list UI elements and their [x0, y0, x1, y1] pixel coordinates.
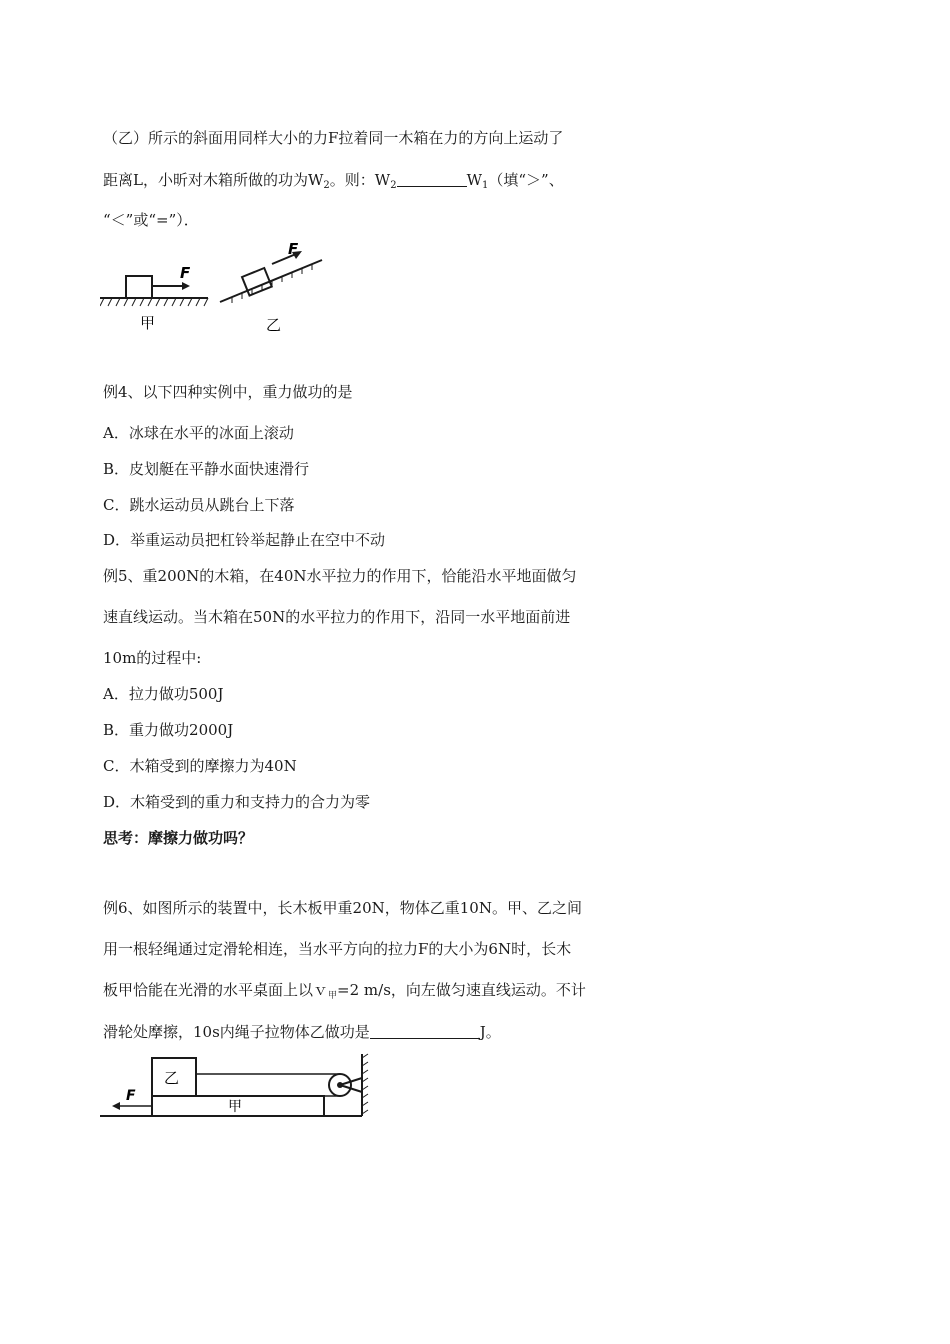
- ex6-line1: 例6、如图所示的装置中，长木板甲重20N，物体乙重10N。甲、乙之间: [103, 899, 582, 917]
- ex3-line3: “＜”或“=”）．: [103, 211, 199, 229]
- ex6-sub: 甲: [328, 991, 338, 1001]
- label-board-jia: 甲: [228, 1099, 242, 1115]
- ex3-sub: 2: [323, 180, 330, 191]
- force-label-jia: F: [180, 264, 191, 282]
- ex3-sub: 2: [390, 180, 397, 191]
- think-prompt: 思考：摩擦力做功吗？: [103, 829, 254, 847]
- ex3-line1: （乙）所示的斜面用同样大小的力F拉着同一木箱在力的方向上运动了: [103, 129, 564, 147]
- ex6-line3-a: 板甲恰能在光滑的水平桌面上以ｖ: [103, 981, 329, 999]
- ex3-line2: [103, 170, 564, 196]
- ex6-line4-b: J。: [479, 1023, 501, 1041]
- force-label-yi: F: [288, 240, 299, 258]
- figure-pulley-system: [100, 1050, 370, 1125]
- ex3-line2-d: （填“＞”、: [488, 171, 564, 189]
- box-jia: [126, 276, 152, 298]
- label-jia: 甲: [140, 314, 156, 332]
- ex5-option-b: B．重力做功2000J: [103, 721, 234, 739]
- ex6-line4: [103, 1022, 501, 1042]
- ex5-option-c: C．木箱受到的摩擦力为40N: [103, 757, 297, 775]
- label-block-yi: 乙: [164, 1069, 180, 1087]
- ex3-line2-b: 。则：W: [329, 171, 391, 189]
- ex5-stem-2: 速直线运动。当木箱在50N的水平拉力的作用下，沿同一水平地面前进: [103, 608, 571, 626]
- arrow-head-icon: [182, 282, 190, 290]
- ex5-stem-1: 例5、重200N的木箱，在40N水平拉力的作用下，恰能沿水平地面做匀: [103, 567, 577, 585]
- ex5-stem-3: 10m的过程中:: [103, 649, 202, 667]
- ex4-option-d: D．举重运动员把杠铃举起静止在空中不动: [103, 531, 386, 549]
- label-yi: 乙: [266, 316, 282, 334]
- ex5-option-a: A．拉力做功500J: [103, 685, 224, 703]
- force-label-f: F: [126, 1088, 136, 1104]
- answer-blank[interactable]: [397, 172, 467, 187]
- ex3-line2-a: 距离L，小昕对木箱所做的功为W: [103, 171, 324, 189]
- ex3-sub: 1: [481, 180, 489, 191]
- ex4-stem: 例4、以下四种实例中，重力做功的是: [103, 383, 353, 401]
- ex6-line3-b: =2 m/s，向左做匀速直线运动。不计: [337, 981, 586, 999]
- ex6-line4-a: 滑轮处摩擦，10s内绳子拉物体乙做功是: [103, 1023, 370, 1041]
- ground-hatch-jia: [100, 298, 208, 306]
- ex4-option-a: A．冰球在水平的冰面上滚动: [103, 424, 294, 442]
- ex3-line2-c: W: [466, 171, 482, 189]
- ex6-line2: 用一根轻绳通过定滑轮相连，当水平方向的拉力F的大小为6N时，长木: [103, 940, 572, 958]
- incline-yi: [220, 260, 322, 302]
- ex5-option-d: D．木箱受到的重力和支持力的合力为零: [103, 793, 371, 811]
- answer-blank[interactable]: [370, 1024, 480, 1039]
- ex6-line3: [103, 980, 586, 1006]
- arrow-head-icon: [112, 1102, 120, 1110]
- figure-force-incline: [100, 240, 330, 340]
- ex4-option-b: B．皮划艇在平静水面快速滑行: [103, 460, 310, 478]
- ex4-option-c: C．跳水运动员从跳台上下落: [103, 496, 295, 514]
